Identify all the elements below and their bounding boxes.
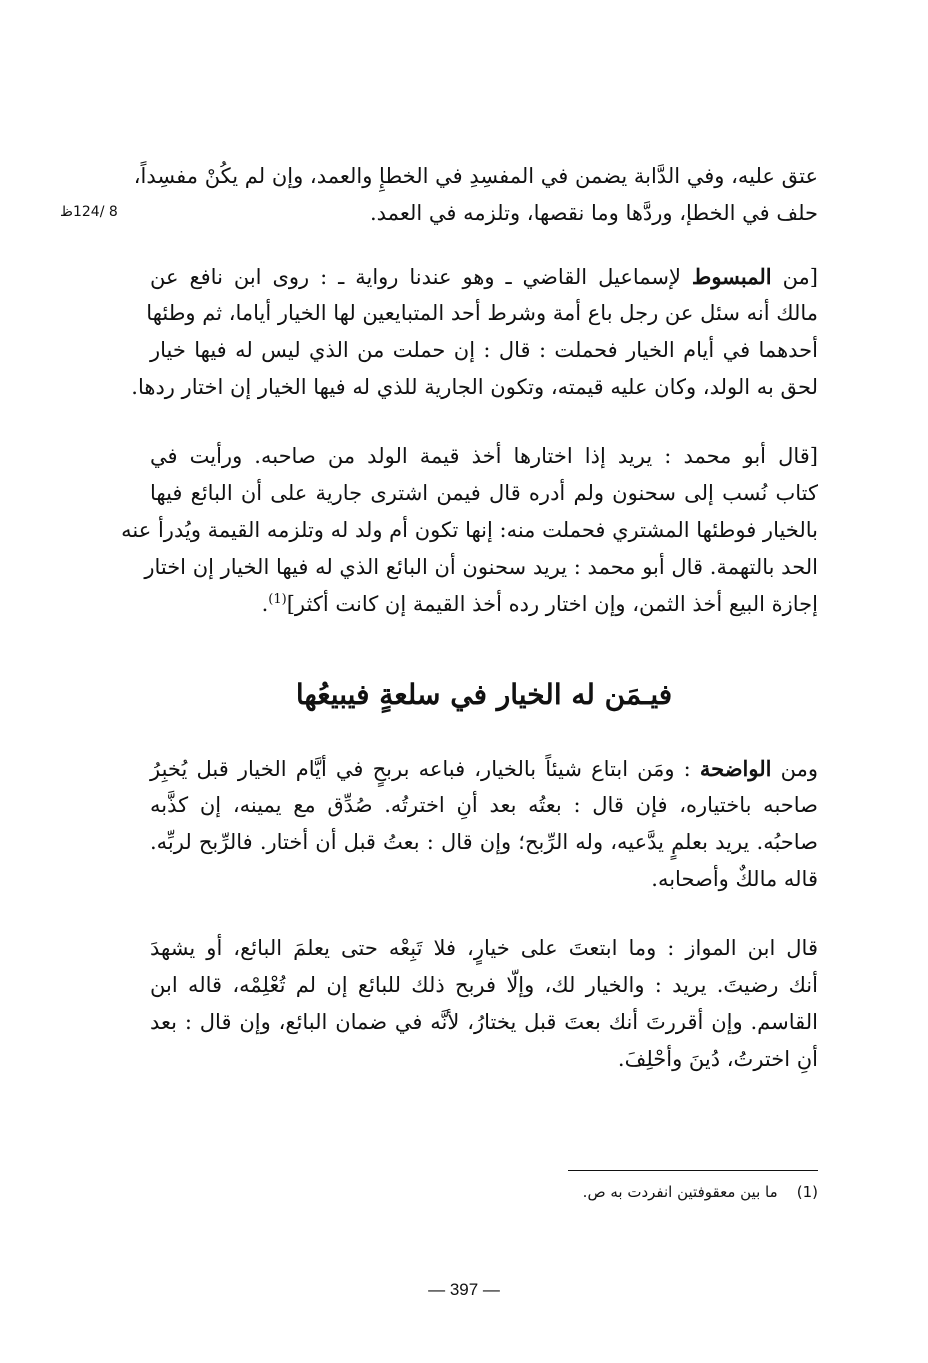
text-line: قال ابن المواز : وما ابتعتَ على خيارٍ، فلا تَبِعْه حتى يعلمَ البائع، أو يشهدَ — [150, 936, 818, 960]
text-line: أنِ اخترتُ، دُينَ وأحْلِفَ. — [617, 1047, 818, 1071]
footnote-text: ما بين معقوفتين انفردت به ص. — [582, 1183, 778, 1201]
end-punctuation: . — [261, 592, 269, 616]
text-line: حلف في الخطإ، وردَّها وما نقصها، وتلزمه في العمد. — [369, 201, 818, 225]
text-line: بالخيار فوطئها المشتري فحملت منه: إنها تكون أم ولد له وتلزمه القيمة ويُدرأ عنه — [121, 518, 818, 542]
text-line: مالك أنه سئل عن رجل باع أمة وشرط أحد المتبايعين لها الخيار أياما، ثم وطئها — [146, 301, 818, 325]
footnote-divider — [568, 1170, 818, 1171]
text-line: [من المبسوط لإسماعيل القاضي ـ وهو عندنا رواية ـ : روى ابن نافع عن — [150, 264, 818, 289]
footnote — [400, 1183, 818, 1201]
footnote-reference: (1) — [268, 592, 287, 607]
page-number: — 397 — — [428, 1280, 500, 1299]
paragraph-2 — [131, 258, 818, 406]
paragraph-3 — [121, 438, 818, 623]
text-line: القاسم. وإن أقررتَ أنك بعتَ قبل يختارُ، لأنَّه في ضمان البائع، وإن قال : بعد — [150, 1010, 818, 1034]
text-line: صاحبُه. يريد بعلمٍ يدَّعيه، وله الرِّبح؛ وإن قال : بعتُ قبل أن أختار. فالرِّبح لربِّه. — [150, 830, 818, 854]
paragraph-4 — [150, 750, 818, 898]
text-line: أحدهما في أيام الخيار فحملت : قال : إن حملت من الذي ليس له فيها خيار — [150, 338, 818, 362]
text-line: إجازة البيع أخذ الثمن، وإن اختار رده أخذ القيمة إن كانت أكثر] — [286, 592, 818, 616]
text-line-with-footnote — [150, 586, 818, 623]
text-line: أنك رضيتَ. يريد : والخيار لك، وإلّا فربح ذلك للبائع إن لم تُعْلِمْه، قاله ابن — [150, 973, 818, 997]
section-heading: فيـمَن له الخيار في سلعةٍ فيبيعُها — [295, 678, 673, 711]
paragraph-5 — [150, 930, 818, 1078]
footnote-number: (1) — [796, 1183, 818, 1201]
text-line: [قال أبو محمد : يريد إذا اختارها أخذ قيمة الولد من صاحبه. ورأيت في — [150, 444, 818, 468]
margin-manuscript-reference: 8 /124ظ — [60, 204, 118, 220]
paragraph-1 — [133, 158, 818, 232]
text-line: صاحبه باختياره، فإن قال : بعتُه بعد أنِ اخترتُه. صُدِّق مع يمينه، إن كذَّبه — [150, 793, 818, 817]
text-line: كتاب نُسب إلى سحنون ولم أدره قال فيمن اشترى جارية على أن البائع فيها — [150, 481, 818, 505]
source-title: الواضحة — [699, 756, 772, 781]
text-line: عتق عليه، وفي الدَّابة يضمن في المفسِدِ في الخطإِ والعمد، وإن لم يكُنْ مفسِداً، — [133, 164, 818, 188]
text-line: الحد بالتهمة. قال أبو محمد : يريد سحنون أن البائع الذي له فيها الخيار إن اختار — [144, 555, 818, 579]
text-line: ومن الواضحة : ومَن ابتاع شيئاً بالخيار، فباعه بربحٍ في أيَّام الخيار قبل يُخبِرُ — [150, 756, 818, 781]
text-line: قاله مالكٌ وأصحابه. — [651, 867, 818, 891]
source-title: المبسوط — [691, 264, 772, 289]
text-line: لحق به الولد، وكان عليه قيمته، وتكون الجارية للذي له فيها الخيار إن اختار ردها. — [131, 375, 818, 399]
